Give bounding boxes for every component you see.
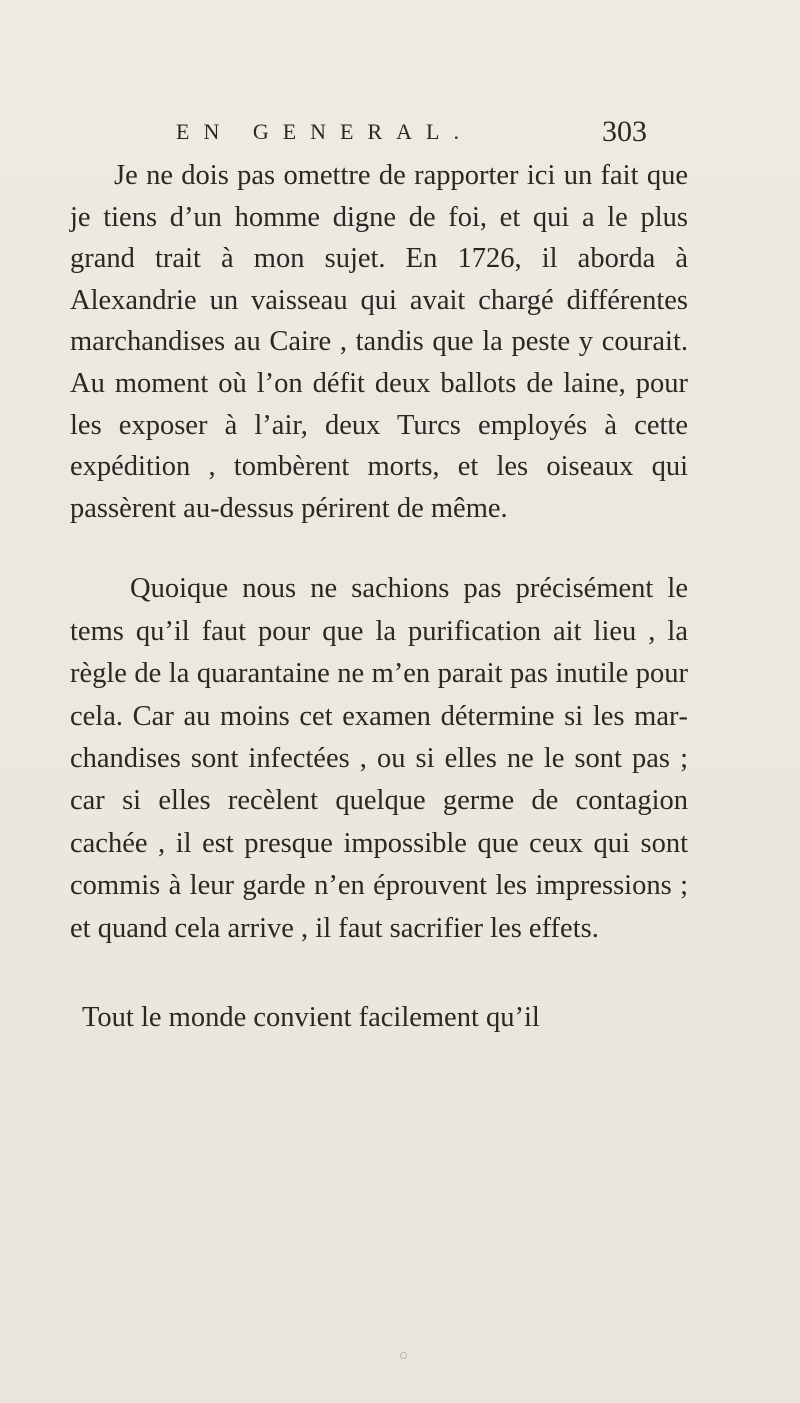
paragraph-1: Je ne dois pas omettre de rapporter ici un fait que je tiens d’un homme digne de foi, et qui a le plus grand trait à mon sujet. En 1726, il aborda à Alexandrie un vaisseau qui avait chargé différentes marchandises au Caire , tandis que la peste y courait. Au moment où l’on défit deux ballots de laine, pour les exposer à l’air, deux Turcs employés à cette expédition , tombèrent morts, et les oiseaux qui passèrent au-dessus périrent de même. — [70, 160, 688, 524]
paragraph-3: Tout le monde convient facilement qu’il — [82, 1002, 540, 1033]
page-header — [0, 112, 800, 152]
running-head: EN GENERAL. — [176, 119, 473, 144]
page-number: 303 — [602, 115, 647, 148]
body-text — [70, 155, 688, 1039]
paper-speck — [400, 1352, 407, 1359]
paragraph-2: Quoique nous ne sachions pas précisément le tems qu’il faut pour que la purification ait lieu , la règle de la quarantaine ne m’en parait pas inutile pour cela. Car au moins cet examen détermine si les marchandises sont infectées , ou si elles ne le sont pas ; car si elles recèlent quelque germe de contagion cachée , il est presque impossible que ceux qui sont commis à leur garde n’en éprouvent les impressions ; et quand cela arrive , il faut sacrifier les effets. — [70, 573, 688, 944]
